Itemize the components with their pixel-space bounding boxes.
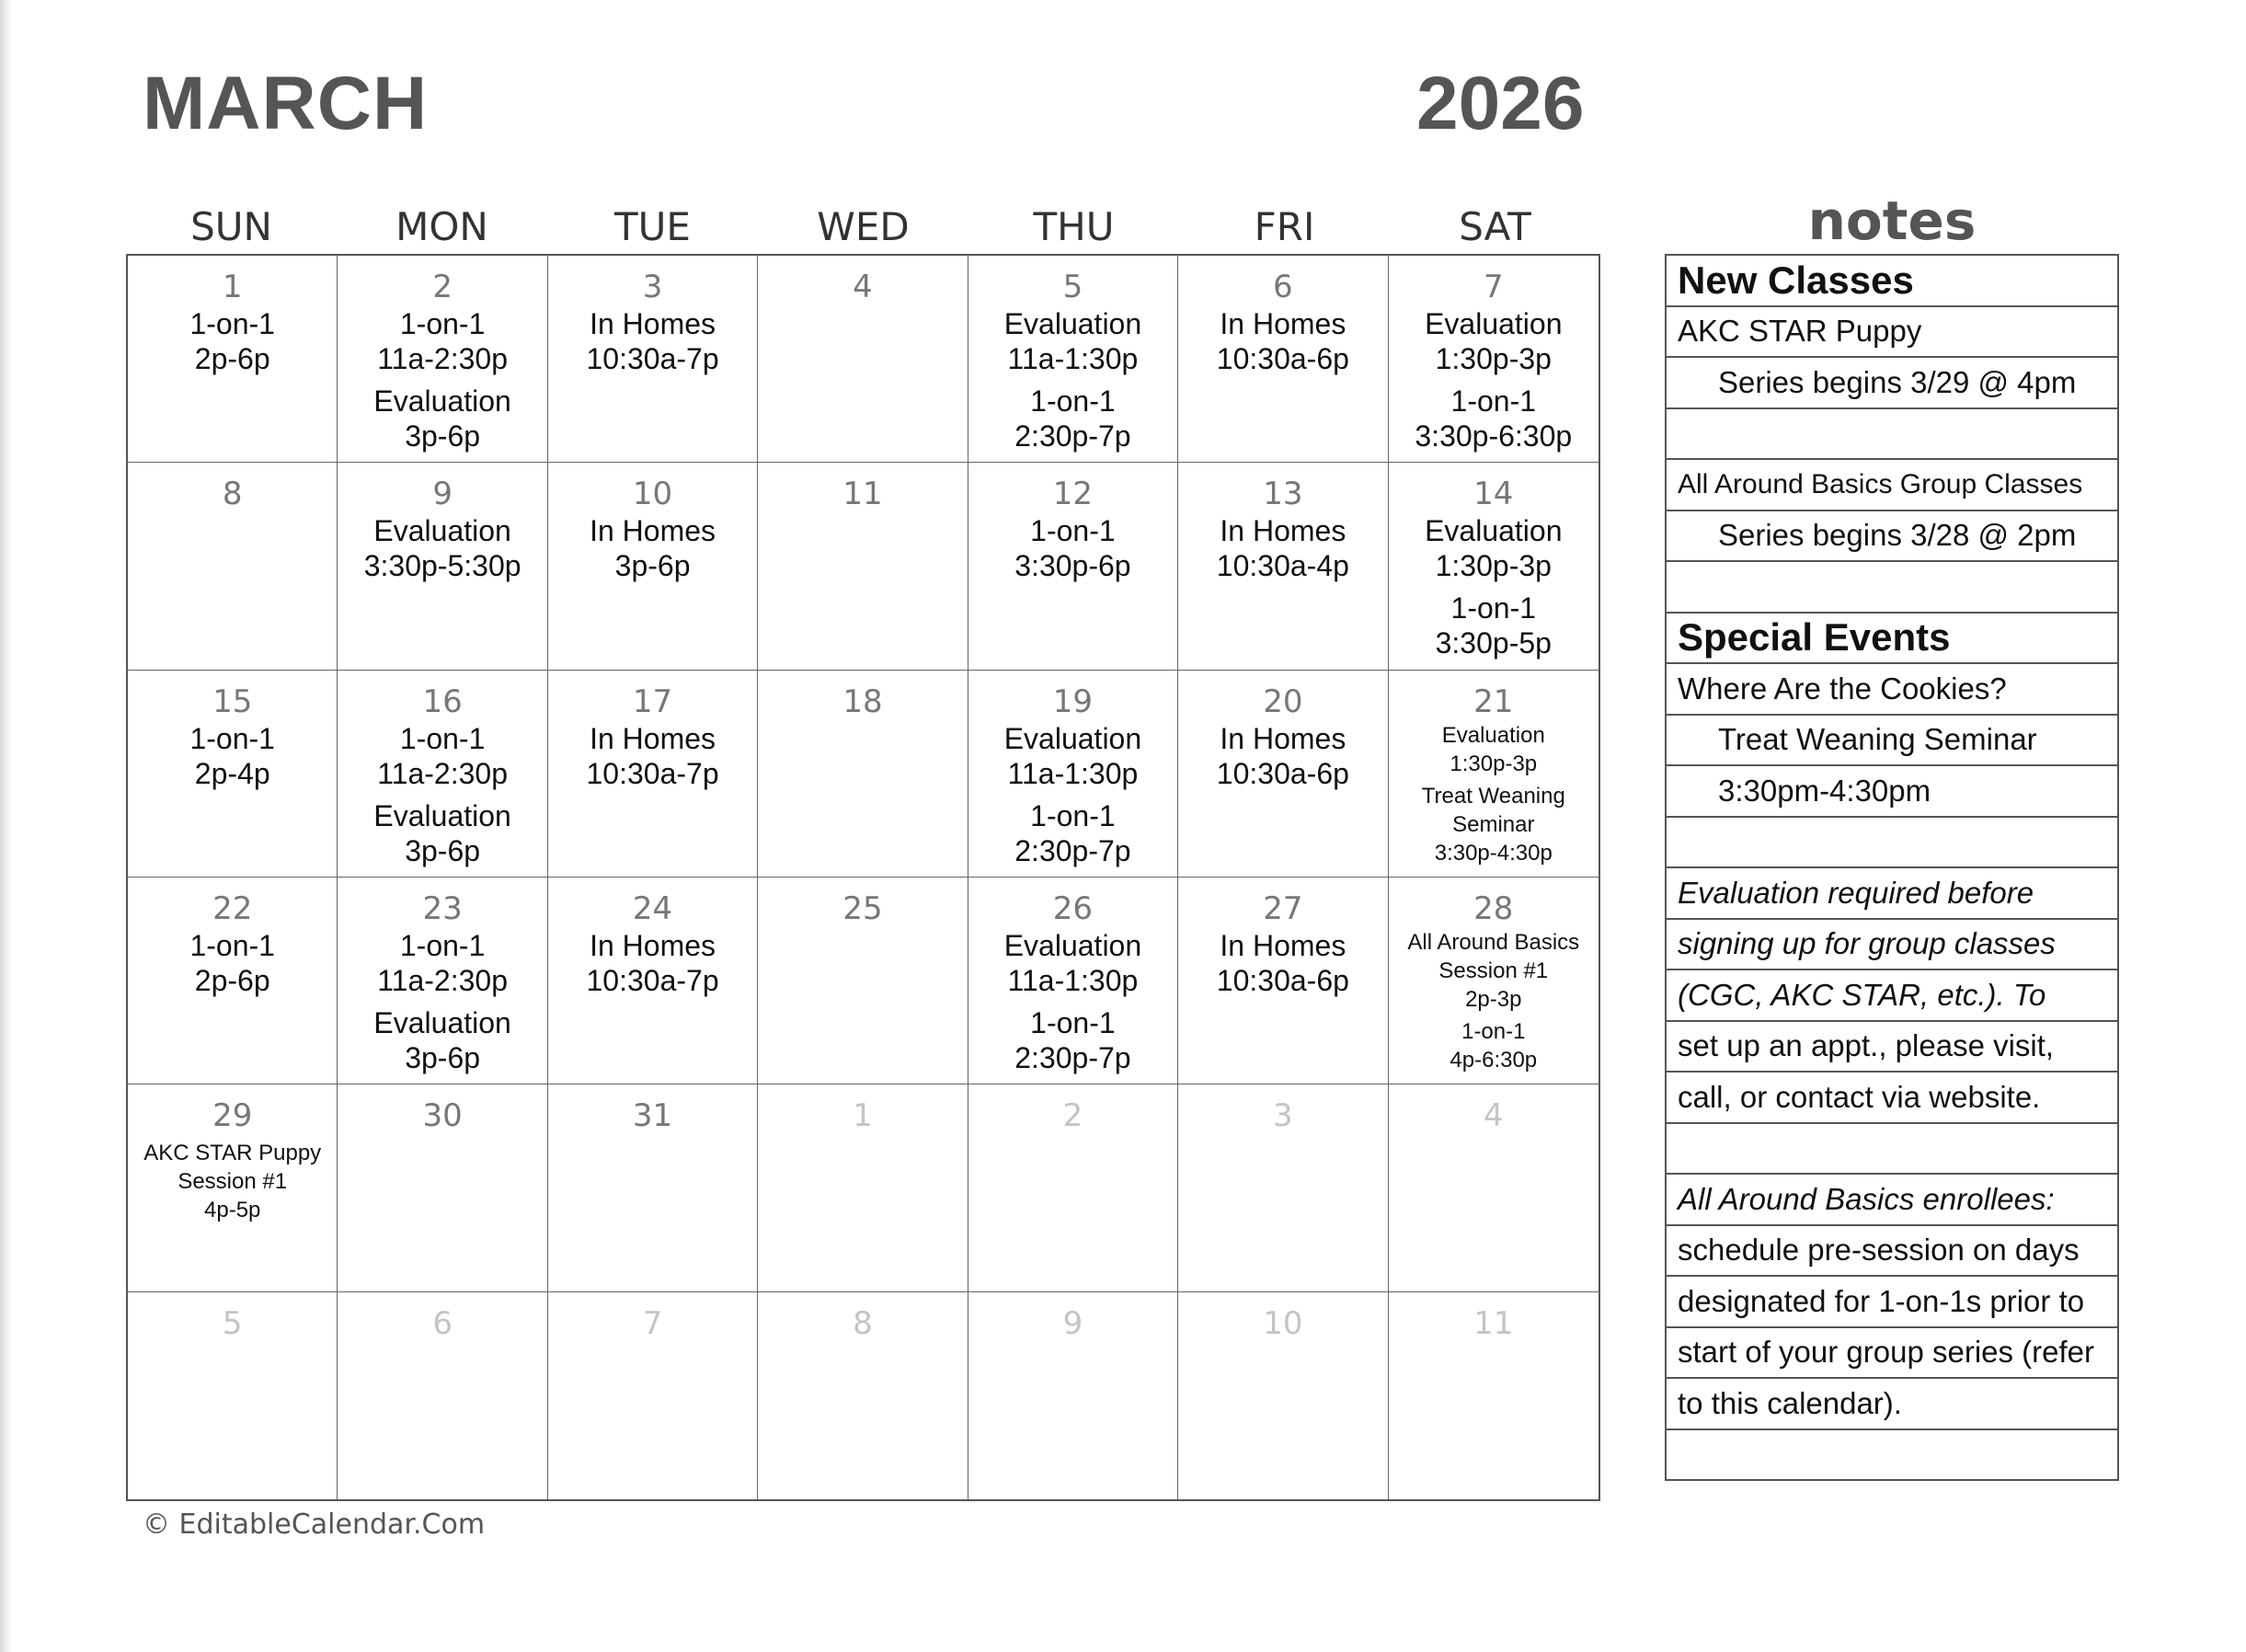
day-number: 1 <box>853 1097 873 1135</box>
weekday-tue: TUE <box>614 204 691 249</box>
event-line: 10:30a-6p <box>1216 963 1349 997</box>
event-line: In Homes <box>590 307 716 340</box>
event-line: Seminar <box>1452 811 1535 837</box>
day-cell <box>1178 1292 1388 1499</box>
weekday-header <box>126 204 1600 256</box>
day-number: 9 <box>1062 1304 1083 1342</box>
notes-line: designated for 1-on-1s prior to <box>1667 1277 2117 1328</box>
event-line: 1-on-1 <box>399 928 486 962</box>
notes-line: call, or contact via website. <box>1667 1073 2117 1124</box>
notes-line: All Around Basics enrollees: <box>1667 1175 2117 1226</box>
notes-line <box>1667 409 2117 461</box>
notes-line: All Around Basics Group Classes <box>1667 460 2117 511</box>
event-line: 1:30p-3p <box>1450 751 1538 776</box>
day-number: 4 <box>853 269 873 305</box>
event-line: Evaluation <box>1003 307 1142 340</box>
event-line: 1-on-1 <box>399 721 486 755</box>
event-line: 3:30p-6p <box>1014 549 1131 583</box>
event-line: Evaluation <box>373 384 511 418</box>
copyright: © EditableCalendar.Com <box>143 1509 486 1541</box>
event-line: 1-on-1 <box>1030 514 1116 548</box>
notes-line: to this calendar). <box>1667 1379 2117 1430</box>
event-line: 3:30p-5:30p <box>363 549 521 583</box>
notes-title: notes <box>1807 189 1977 252</box>
event-line: 1-on-1 <box>189 928 275 962</box>
notes-line <box>1667 562 2117 614</box>
day-cell <box>548 1084 758 1291</box>
day-number: 7 <box>1483 269 1504 305</box>
day-number: 5 <box>1062 269 1083 305</box>
day-number: 27 <box>1263 889 1303 927</box>
event-line: All Around Basics <box>1407 929 1580 955</box>
weekday-sun: SUN <box>190 204 272 249</box>
event-line: 1-on-1 <box>189 721 275 755</box>
event-line: 10:30a-7p <box>586 756 719 790</box>
event-line: 1-on-1 <box>399 307 486 340</box>
event-line: 11a-2:30p <box>377 963 508 997</box>
day-cell <box>1178 1084 1388 1291</box>
day-number: 7 <box>642 1304 663 1342</box>
day-cell <box>758 671 968 878</box>
event-line: In Homes <box>1220 514 1346 548</box>
day-number: 22 <box>212 889 253 927</box>
day-cell <box>128 878 338 1084</box>
day-cell <box>1178 671 1388 878</box>
notes-line: Where Are the Cookies? <box>1667 664 2117 716</box>
event-line: 2:30p-7p <box>1014 419 1131 453</box>
weekday-wed: WED <box>817 204 910 249</box>
day-number: 2 <box>432 269 453 305</box>
calendar-grid <box>126 254 1600 1501</box>
day-cell <box>128 671 338 878</box>
day-number: 11 <box>842 476 883 513</box>
notes-line: Series begins 3/29 @ 4pm <box>1667 358 2117 409</box>
event-line: 10:30a-7p <box>586 963 719 997</box>
day-cell <box>968 1292 1178 1499</box>
event-line: In Homes <box>1220 928 1346 962</box>
weekday-mon: MON <box>395 204 488 249</box>
day-cell <box>1178 256 1388 463</box>
event-line: 3p-6p <box>405 833 481 867</box>
event-line: 10:30a-7p <box>586 342 719 375</box>
event-line: 1-on-1 <box>1030 798 1116 832</box>
day-cell <box>758 256 968 463</box>
day-number: 20 <box>1263 683 1303 720</box>
event-line: Evaluation <box>1003 928 1142 962</box>
event-line: 2p-4p <box>194 756 270 790</box>
event-line: 3p-6p <box>405 419 481 453</box>
event-line: 1-on-1 <box>1450 384 1537 418</box>
event-line: 11a-1:30p <box>1007 756 1139 790</box>
day-cell <box>548 463 758 670</box>
day-cell <box>1389 1084 1599 1291</box>
day-cell <box>338 671 547 878</box>
day-cell <box>1389 463 1599 670</box>
day-number: 8 <box>222 476 243 513</box>
day-number: 31 <box>632 1097 673 1135</box>
weekday-sat: SAT <box>1459 204 1531 249</box>
notes-line: 3:30pm-4:30pm <box>1667 766 2117 818</box>
notes-heading: New Classes <box>1667 256 2117 307</box>
page-edge-shadow <box>0 0 13 1652</box>
event-line: 1-on-1 <box>1450 591 1537 625</box>
event-line: In Homes <box>1220 307 1346 340</box>
event-line: 2:30p-7p <box>1014 1040 1131 1074</box>
day-cell <box>338 256 547 463</box>
event-line: Evaluation <box>1441 722 1545 748</box>
event-line: Evaluation <box>1425 307 1563 340</box>
event-line: 10:30a-6p <box>1216 756 1349 790</box>
event-line: 2p-3p <box>1465 986 1522 1012</box>
day-cell <box>968 878 1178 1084</box>
day-cell <box>968 256 1178 463</box>
event-line: 3:30p-6:30p <box>1415 419 1573 453</box>
day-number: 30 <box>422 1097 463 1135</box>
notes-line: (CGC, AKC STAR, etc.). To <box>1667 970 2117 1022</box>
day-cell <box>968 671 1178 878</box>
event-line: 11a-1:30p <box>1007 342 1139 375</box>
weekday-fri: FRI <box>1254 204 1315 249</box>
notes-line: schedule pre-session on days <box>1667 1226 2117 1278</box>
event-line: 1:30p-3p <box>1435 342 1552 375</box>
day-cell <box>1389 671 1599 878</box>
day-cell <box>758 1084 968 1291</box>
event-line: 2:30p-7p <box>1014 833 1131 867</box>
day-number: 18 <box>842 683 883 720</box>
day-number: 12 <box>1052 476 1094 513</box>
day-cell <box>128 1292 338 1499</box>
day-cell <box>968 1084 1178 1291</box>
event-line: In Homes <box>590 928 716 962</box>
notes-line: Treat Weaning Seminar <box>1667 716 2117 767</box>
day-number: 21 <box>1473 683 1514 720</box>
day-number: 6 <box>432 1304 453 1342</box>
day-cell <box>1178 878 1388 1084</box>
notes-line: Evaluation required before <box>1667 868 2117 920</box>
notes-panel <box>1665 254 2119 1481</box>
notes-line <box>1667 818 2117 869</box>
day-cell <box>968 463 1178 670</box>
day-number: 4 <box>1483 1097 1504 1135</box>
day-number: 6 <box>1273 269 1293 305</box>
event-line: Session #1 <box>178 1169 288 1195</box>
event-line: 1-on-1 <box>1461 1018 1526 1044</box>
day-number: 19 <box>1052 683 1094 720</box>
event-line: 2p-6p <box>194 963 270 997</box>
notes-line: Series begins 3/28 @ 2pm <box>1667 511 2117 563</box>
notes-line <box>1667 1124 2117 1176</box>
day-number: 15 <box>212 683 253 720</box>
event-line: 10:30a-4p <box>1216 549 1349 583</box>
event-line: Evaluation <box>373 798 511 832</box>
day-cell <box>548 256 758 463</box>
day-number: 14 <box>1473 476 1514 513</box>
day-cell <box>758 1292 968 1499</box>
day-cell <box>1389 878 1599 1084</box>
day-number: 17 <box>632 683 673 720</box>
event-line: 11a-2:30p <box>377 342 508 375</box>
day-number: 23 <box>422 889 463 927</box>
event-line: Evaluation <box>1003 721 1142 755</box>
event-line: 1-on-1 <box>1030 1005 1116 1039</box>
day-number: 11 <box>1473 1304 1514 1342</box>
notes-heading: Special Events <box>1667 614 2117 665</box>
notes-line: signing up for group classes <box>1667 920 2117 971</box>
day-cell <box>338 463 547 670</box>
event-line: 1-on-1 <box>189 307 275 340</box>
year-title: 2026 <box>1416 62 1585 145</box>
month-title: MARCH <box>143 62 429 145</box>
event-line: In Homes <box>590 514 716 548</box>
notes-line: set up an appt., please visit, <box>1667 1022 2117 1073</box>
day-number: 3 <box>642 269 663 305</box>
day-cell <box>548 878 758 1084</box>
notes-line: start of your group series (refer <box>1667 1328 2117 1380</box>
day-cell <box>128 463 338 670</box>
day-number: 10 <box>632 476 673 513</box>
day-cell <box>548 671 758 878</box>
day-number: 13 <box>1263 476 1303 513</box>
day-cell <box>128 256 338 463</box>
day-number: 2 <box>1062 1097 1083 1135</box>
event-line: In Homes <box>1220 721 1346 755</box>
event-line: 4p-6:30p <box>1450 1047 1538 1073</box>
event-line: 4p-5p <box>204 1198 261 1223</box>
event-line: 11a-1:30p <box>1007 963 1139 997</box>
event-line: Evaluation <box>373 514 511 548</box>
day-number: 16 <box>422 683 463 720</box>
event-line: 3p-6p <box>405 1040 481 1074</box>
day-number: 1 <box>222 269 243 305</box>
event-line: 1:30p-3p <box>1435 549 1552 583</box>
day-cell <box>338 878 547 1084</box>
event-line: In Homes <box>590 721 716 755</box>
day-cell <box>338 1292 547 1499</box>
day-number: 24 <box>632 889 673 927</box>
day-cell <box>758 463 968 670</box>
notes-line: AKC STAR Puppy <box>1667 307 2117 359</box>
event-line: 3:30p-5p <box>1435 626 1552 660</box>
event-line: 3:30p-4:30p <box>1434 840 1553 866</box>
event-line: Evaluation <box>373 1005 511 1039</box>
day-number: 29 <box>212 1097 253 1135</box>
day-number: 25 <box>842 889 883 927</box>
day-number: 9 <box>432 476 453 513</box>
day-cell <box>1178 463 1388 670</box>
event-line: AKC STAR Puppy <box>143 1141 322 1166</box>
day-number: 3 <box>1273 1097 1293 1135</box>
day-cell <box>548 1292 758 1499</box>
event-line: Evaluation <box>1425 514 1563 548</box>
day-number: 28 <box>1473 889 1514 927</box>
event-line: 3p-6p <box>614 549 691 583</box>
day-number: 10 <box>1263 1304 1303 1342</box>
notes-line <box>1667 1430 2117 1482</box>
day-number: 8 <box>853 1304 873 1342</box>
weekday-thu: THU <box>1033 204 1115 249</box>
day-number: 5 <box>222 1304 243 1342</box>
event-line: 1-on-1 <box>1030 384 1116 418</box>
event-line: 2p-6p <box>194 342 270 375</box>
day-cell <box>758 878 968 1084</box>
day-number: 26 <box>1052 889 1094 927</box>
day-cell <box>338 1084 547 1291</box>
event-line: Treat Weaning <box>1421 783 1565 809</box>
event-line: 11a-2:30p <box>377 756 508 790</box>
event-line: Session #1 <box>1438 958 1549 983</box>
event-line: 10:30a-6p <box>1216 342 1349 375</box>
day-cell <box>1389 256 1599 463</box>
day-cell <box>1389 1292 1599 1499</box>
day-cell <box>128 1084 338 1291</box>
